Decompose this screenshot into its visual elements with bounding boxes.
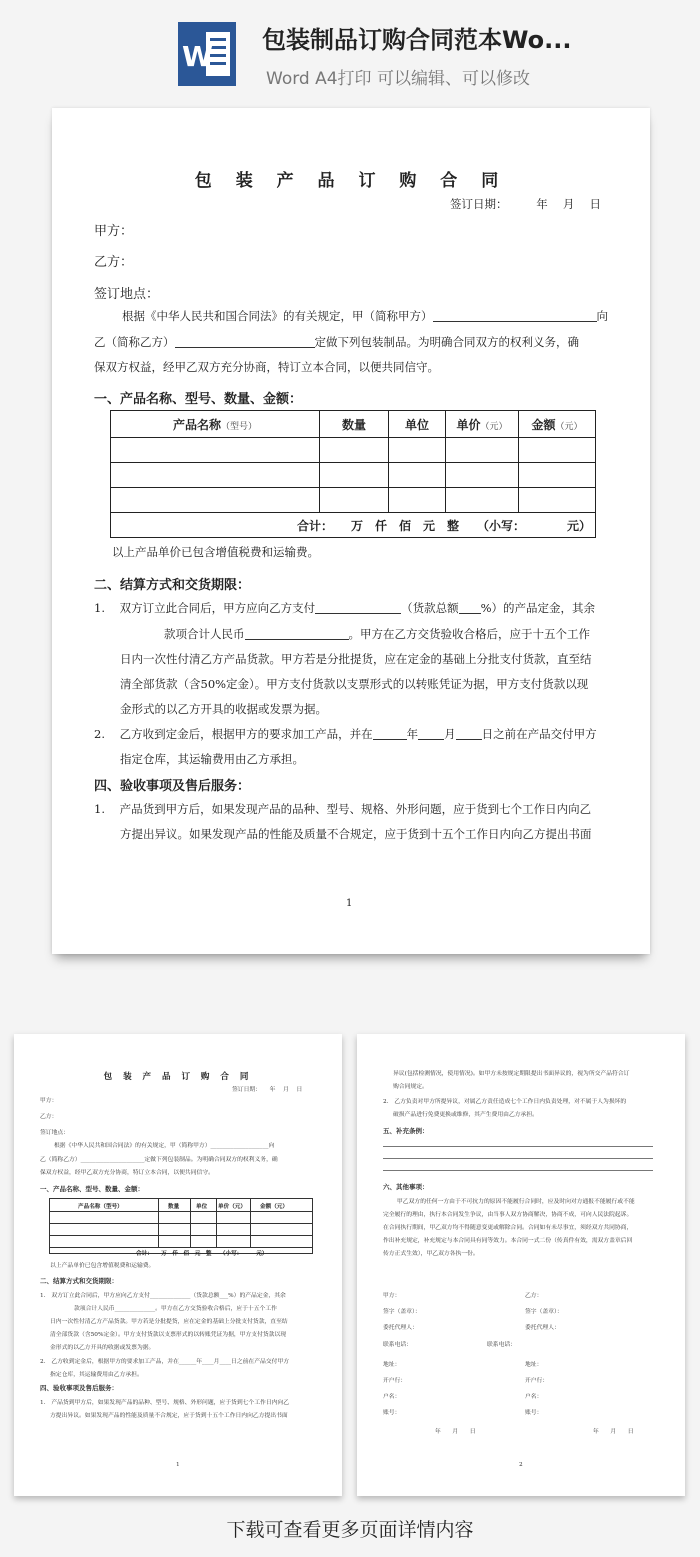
thumb-1-line: 1. 产品货到甲方后，如果发现产品的品种、型号、规格、外形问题，应于货到七个工作日内向乙 [40,1400,290,1406]
item-4-line-1: 1. 产品货到甲方后，如果发现产品的品种、型号、规格、外形问题，应于货到七个工作日内向乙 [94,802,592,816]
thumb-1-table: 产品名称（型号） 数量 单位 单价（元） 金额（元） 合计： 万 仟 佰 元 整 （小写： 元） [49,1198,313,1254]
sign-date: 签订日期： 年 月 日 [450,197,602,211]
product-table [110,410,596,538]
table-header-row [111,411,596,438]
intro-line-1: 根据《中华人民共和国合同法》的有关规定，甲（简称甲方） 向 [122,309,608,323]
thumb-2-party-b-address: 地址： [525,1362,543,1368]
intro-line-2: 乙（简称乙方） 定做下列包装制品。为明确合同双方的权利义务，确 [94,335,579,349]
thumb-2-line: 作出补充规定，补充规定与本合同具有同等效力。本合同一式二份（传真件有效，需双方盖章后回 [383,1238,633,1244]
thumb-2-party-b: 乙方： [525,1293,543,1299]
item-1-line-4: 清全部货款（含50%定金）。甲方支付货款以支票形式的以转账凭证为据，甲方支付货款以现 [120,677,589,691]
item-2-line-2: 指定仓库，其运输费用由乙方承担。 [120,752,304,766]
thumb-1-line: 款项合计人民币______________。甲方在乙方交货验收合格后，应于十五个工作 [74,1306,277,1312]
table-row [111,463,596,488]
thumb-2-line: 2. 乙方负责对甲方所提异议，对属乙方责任造成七个工作日内负责处理，对不属于人为损坏的 [383,1099,627,1105]
col-unit: 单位 [389,411,446,438]
thumb-1-line: 乙（简称乙方）______________________定做下列包装制品。为明确合同双方的权利义务，确 [40,1157,278,1163]
thumb-1-section-2: 二、结算方式和交货期限： [40,1277,118,1285]
col-unit-price: 单价（元） [446,411,519,438]
thumb-2-date-b: 年 月 日 [593,1429,634,1435]
party-a: 甲方： [94,224,134,239]
item-4-line-2: 方提出异议。如果发现产品的性能及质量不合规定，应于货到十五个工作日内向乙方提出书面 [120,827,592,841]
thumb-2-party-a: 甲方： [383,1293,401,1299]
party-b: 乙方： [94,255,134,270]
item-2-line-1: 2. 乙方收到定金后，根据甲方的要求加工产品，并在 年 月 日之前在产品交付甲方 [94,727,597,741]
document-subtitle: Word A4打印 可以编辑、可以修改 [266,69,530,89]
thumb-1-sign-date: 签订日期： 年 月 日 [232,1087,303,1093]
thumb-2-section-6: 六、其他事项： [383,1183,429,1191]
thumb-2-party-b-sign: 签字（盖章）： [525,1309,563,1315]
page-thumbnail-1[interactable] [14,1034,342,1496]
thumb-2-party-a-sign: 签字（盖章）： [383,1309,421,1315]
table-row [111,488,596,513]
page-number: 1 [346,898,353,909]
thumb-2-line: 购合同规定。 [393,1084,428,1090]
thumb-1-section-1: 一、产品名称、型号、数量、金额： [40,1185,144,1193]
download-prompt[interactable]: 下载可查看更多页面详情内容 [226,1519,474,1541]
thumb-2-page-number: 2 [519,1462,523,1468]
page-preview-1 [52,108,650,954]
sign-place: 签订地点： [94,287,160,302]
thumb-2-section-5: 五、补充条例： [383,1127,429,1135]
thumb-2-date-a: 年 月 日 [435,1429,476,1435]
thumb-1-title: 包 装 产 品 订 购 合 同 [103,1072,253,1082]
thumb-1-line: 清全部货款（含50%定金）。甲方支付货款以支票形式的以转账凭证为据，甲方支付货款以现 [50,1332,287,1338]
thumb-2-party-a-phone: 联系电话： [383,1342,412,1348]
contract-title: 包 装 产 品 订 购 合 同 [194,171,508,191]
section-4-heading: 四、验收事项及售后服务： [94,779,251,794]
thumb-1-line: 根据《中华人民共和国合同法》的有关规定，甲（简称甲方）____________________向 [54,1143,275,1149]
item-1-line-1: 1. 双方订立此合同后，甲方应向乙方支付 （货款总额 %）的产品定金，其余 [94,601,596,615]
thumb-1-section-4: 四、验收事项及售后服务： [40,1384,118,1392]
thumb-1-party-b: 乙方： [40,1114,58,1120]
page-thumbnail-2[interactable] [357,1034,685,1496]
section-2-heading: 二、结算方式和交货期限： [94,578,251,593]
thumb-1-sign-place: 签订地点： [40,1130,69,1136]
word-document-icon [176,22,238,86]
item-1-line-2: 款项合计人民币 。甲方在乙方交货验收合格后，应于十五个工作 [164,627,590,641]
thumb-1-line: 方提出异议。如果发现产品的性能及质量不合规定，应于货到十五个工作日内向乙方提出书面 [50,1413,288,1419]
thumb-2-line: 在合同执行期间，甲乙双方均不得随意变更或解除合同。合同如有未尽事宜，须经双方共同协商， [383,1225,633,1231]
thumb-2-blank-line [383,1170,653,1171]
thumb-2-line: 传方正式生效），甲乙双方各执一份。 [383,1251,479,1257]
col-amount: 金额（元） [519,411,596,438]
thumb-2-line: 完全履行的理由，执行本合同发生争议，由当事人双方协商解决，协商不成，可向人民法院起诉。 [383,1212,633,1218]
intro-line-3: 保双方权益，经甲乙双方充分协商，特订立本合同，以便共同信守。 [94,360,439,374]
thumb-1-line: 金形式的以乙方开具的收据或发票为据。 [50,1345,155,1351]
thumb-2-line: 甲乙双方的任何一方由于不可抗力的原因不能履行合同时，应及时向对方通报不能履行或不能 [397,1199,635,1205]
header [0,0,700,100]
thumb-2-party-a-address: 地址： [383,1362,401,1368]
thumb-2-blank-line [383,1146,653,1147]
thumb-2-blank-line [383,1158,653,1159]
col-quantity: 数量 [320,411,389,438]
thumb-2-party-b-phone: 联系电话： [487,1342,516,1348]
document-title: 包装制品订购合同范本Wo... [262,26,572,54]
thumb-2-party-a-account: 账号： [383,1410,401,1416]
thumb-1-line: 1. 双方订立此合同后，甲方应向乙方支付______________（货款总额___%）的产品定金，其余 [40,1293,286,1299]
price-note: 以上产品单价已包含增值税费和运输费。 [112,545,319,559]
thumb-2-party-b-account: 账号： [525,1410,543,1416]
thumb-2-party-b-agent: 委托代理人： [525,1325,560,1331]
thumb-1-line: 保双方权益，经甲乙双方充分协商，特订立本合同，以便共同信守。 [40,1170,214,1176]
table-row [111,438,596,463]
thumb-2-party-a-agent: 委托代理人： [383,1325,418,1331]
section-1-heading: 一、产品名称、型号、数量、金额： [94,392,303,407]
thumb-1-line: 2. 乙方收到定金后，根据甲方的要求加工产品，并在______年____月____日之前在产品交付甲方 [40,1359,290,1365]
thumb-1-note: 以上产品单价已包含增值税费和运输费。 [50,1263,155,1269]
svg-text:W: W [182,40,213,73]
col-product-name: 产品名称（型号） [111,411,320,438]
thumb-1-line: 指定仓库，其运输费用由乙方承担。 [50,1372,143,1378]
table-total-row: 合计： 万 仟 佰 元 整 （小写： 元） [111,513,596,538]
item-1-line-5: 金形式的以乙方开具的收据或发票为据。 [120,702,327,716]
thumb-1-line: 日内一次性付清乙方产品货款。甲方若是分批提货，应在定金的基础上分批支付货款，直至结 [50,1319,288,1325]
thumb-1-page-number: 1 [176,1462,180,1468]
thumb-2-party-a-bank: 开户行： [383,1378,407,1384]
thumb-2-line: 异议(包括检测情况，使用情况)。如甲方未按规定期限提出书面异议的，视为所交产品符合订 [393,1071,630,1077]
thumb-2-party-b-bank: 开户行： [525,1378,549,1384]
item-1-line-3: 日内一次性付清乙方产品货款。甲方若是分批提货，应在定金的基础上分批支付货款，直至结 [120,652,592,666]
thumb-2-party-a-account-name: 户名： [383,1394,401,1400]
thumb-2-line: 破损产品进行免费更换或维修，其产生费用由乙方承担。 [393,1112,538,1118]
thumb-2-party-b-account-name: 户名： [525,1394,543,1400]
thumb-1-party-a: 甲方： [40,1098,58,1104]
